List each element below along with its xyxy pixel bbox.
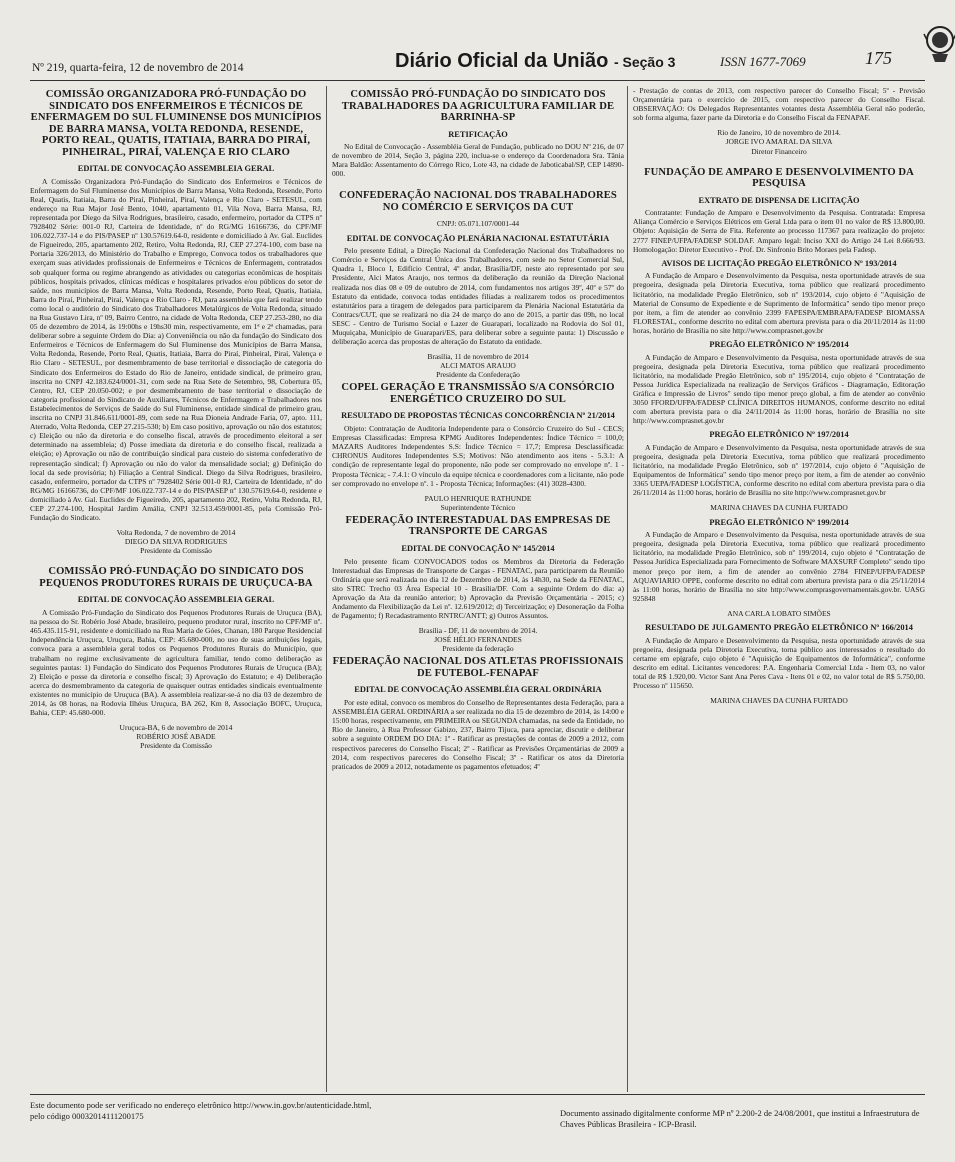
signature-block [332, 494, 624, 512]
notice-body: Pelo presente ficam CONVOCADOS todos os Membros da Diretoria da Federação Interestadual das Empresas de Transporte de Cargas - FENATAC, para participarem da Reunião Ordinária que será realizada no dia 12 de Dezembro de 2014, às 14h30, na Sede da FENATAC, sito STRC Trecho 03 Área Especial 10 - Brasília/DF. Com a seguinte Ordem do dia: a) Aprovação da Ata da reunião anterior; b) Aprovação da Previsão Orçamentária - 2015; c) Andamento da Flexibilização da Lei nº. 12.619/2012; d) Terceirização; e) Desoneração da Folha de Pagamento; f) Recadastramento RNTRC/ANTT; g) Outros Assuntos. [332, 556, 624, 621]
signature-name: PAULO HENRIQUE RATHUNDE [424, 493, 532, 503]
journal-title [395, 50, 675, 73]
journal-name: Diário Oficial da União [395, 50, 609, 72]
notice-title: COPEL GERAÇÃO E TRANSMISSÃO S/A CONSÓRCIO ENERGÉTICO CRUZEIRO DO SUL [341, 382, 615, 405]
notice-subtitle: EDITAL DE CONVOCAÇÃO ASSEMBLEIA GERAL [77, 595, 275, 605]
signature-block [30, 528, 322, 555]
notice-title: FUNDAÇÃO DE AMPARO E DESENVOLVIMENTO DA PESQUISA [644, 166, 914, 190]
signature-role: Presidente da Confederação [436, 370, 520, 380]
signature-name: MARINA CHAVES DA CUNHA FURTADO [710, 696, 848, 706]
notice-title: COMISSÃO ORGANIZADORA PRÓ-FUNDAÇÃO DO SINDICATO DOS ENFERMEIROS E TÉCNICOS DE ENFERMAGEM DO SUL FLUMINENSE DOS MUNICÍPIOS DE BARRA MANSA, VOLTA REDONDA, RESENDE, PORTO REAL, QUATIS, ITATIAIA, BARRA DO PIRAÍ, PINHEIRAL, PIRAÍ, VALENÇA E RIO CLARO [30, 89, 322, 158]
page-number: 175 [865, 48, 892, 68]
signature-place: Brasília - DF, 11 de novembro de 2014. [418, 626, 538, 636]
notice-body: A Fundação de Amparo e Desenvolvimento da Pesquisa, nesta oportunidade através de sua pregoeira, designada pela Diretoria Executiva, torna público que realizará procedimento licitatório, na modalidade Pregão Eletrônico, sob nº 193/2014, cujo objeto é "Aquisição de Material de Consumo de Expediente e de Suprimento de Informática" sendo tipo menor preço por item, a fim de atender ao convênio 2399 FAPESPA/EMBRAPA/FADESP BIOMASSA FLORESTAL, conforme descrito no edital com abertura prevista para o dia 20/11/2014 às 11:00 horas, horário de Brasília no site http://www.comprasnet.gov.br [633, 271, 925, 335]
signature-name: JORGE IVO AMARAL DA SILVA [725, 137, 833, 147]
signature-place: Brasília, 11 de novembro de 2014 [427, 352, 529, 362]
notice-subtitle: RETIFICAÇÃO [448, 129, 508, 139]
signature-role: Diretor Financeiro [751, 146, 807, 156]
column-middle [332, 86, 624, 774]
signature-name: MARINA CHAVES DA CUNHA FURTADO [710, 503, 848, 513]
header-rule [30, 80, 925, 81]
notice-body: A Fundação de Amparo e Desenvolvimento da Pesquisa, nesta oportunidade através de sua pregoeira, designada pela Diretoria Executiva, torna público aos interessados o resultado do certame em epígrafe, cujo objeto é "Aquisição de Equipamentos de Informática", conforme descrito em edital. Licitantes vencedores: P.A. Engenharia Comercial Ltda - Item 03, no valor total de R$ 1.920,00. Victor Sant Ana Peres Cava - Itens 01 e 02, no valor total de R$ 5.750,00. Processo nº 115650. [633, 635, 925, 691]
notice-subtitle: PREGÃO ELETRÔNICO Nº 197/2014 [709, 430, 849, 440]
issue-info: Nº 219, quarta-feira, 12 de novembro de 2014 [32, 62, 244, 74]
notice-subtitle: EDITAL DE CONVOCAÇÃO Nº 145/2014 [401, 543, 555, 553]
notice-body: A Fundação de Amparo e Desenvolvimento da Pesquisa, nesta oportunidade através de sua pregoeira, designada pela Diretoria Executiva, torna público que realizará procedimento licitatório, na modalidade Pregão Eletrônico, sob nº 199/2014, cujo objeto é "Contratação de Pessoa Jurídica Especializada para Fornecimento de Software MAXSURF Completo" sendo tipo menor preço por item, a fim de atender ao convênio 2784 FINEP/UFPA/FADESP AQUAVIARIO OPPE, conforme descrito no edital com abertura prevista para o dia 25/11/2014 às 11:00 horas, horário de Brasília no site http://www.comprasgovernamentais.gov.br. UASG 925848 [633, 530, 925, 603]
signature-place: Volta Redonda, 7 de novembro de 2014 [116, 528, 236, 538]
signature-name: JOSÉ HÉLIO FERNANDES [434, 635, 522, 645]
page-header [30, 42, 925, 82]
notice-subtitle: PREGÃO ELETRÔNICO Nº 195/2014 [709, 339, 849, 349]
column-divider [326, 86, 327, 1092]
notice-body: A Fundação de Amparo e Desenvolvimento da Pesquisa, nesta oportunidade através de sua pregoeira, designada pela Diretoria Executiva, torna público que realizará procedimento licitatório, na modalidade Pregão Eletrônico, sob nº 197/2014, cujo objeto é "Aquisição de Equipamentos de Informática" sendo tipo menor preço por item, a fim de atender ao convênio 3365 UEPA/FADESP LOGÍSTICA, conforme descrito no edital com abertura prevista para o dia 26/11/2014 às 11:00 horas, horário de Brasília no site http://www.comprasnet.gov.br [633, 442, 925, 498]
signature-block [332, 352, 624, 379]
signature-place: Uruçuca-BA, 6 de novembro de 2014 [119, 723, 233, 733]
signature-role: Presidente da Comissão [140, 546, 212, 556]
notice-subtitle: EDITAL DE CONVOCAÇÃO ASSEMBLEIA GERAL [77, 164, 275, 173]
notice-title: FEDERAÇÃO NACIONAL DOS ATLETAS PROFISSIONAIS DE FUTEBOL-FENAPAF [332, 656, 624, 679]
notice-subtitle: EDITAL DE CONVOCAÇÃO ASSEMBLÉIA GERAL ORDINÁRIA [354, 685, 602, 695]
footer-signature-note: Documento assinado digitalmente conforme MP nº 2.200-2 de 24/08/2001, que institui a Infraestrutura de Chaves Públicas Brasileira - ICP-Brasil. [560, 1108, 920, 1129]
issn: ISSN 1677-7069 [720, 54, 806, 69]
notice-subtitle: EXTRATO DE DISPENSA DE LICITAÇÃO [698, 195, 860, 205]
notice-body: Objeto: Contratação de Auditoria Independente para o Consórcio Cruzeiro do Sul - CECS; Empresas Classificadas: Empresa KPMG Auditores Independentes: Índice Técnico = 100,0; MAZARS Auditores Independentes S.S: Índice Técnico = 17,7; Empresa Desclassificada: CHRONUS Auditores Independentes S.S; Motivos: Não atendimento aos itens - 5.3.1: A condição de representante legal do proponente, não pode ser comprovado no envelope nº. 1 - Proposta Técnica; - 7.4.1: O vínculo da equipe técnica e coordenadores com a licitante, não pode ser comprovado no envelope nº. 1 - Proposta Técnica; Informações: (41) 3028-4300. [332, 424, 624, 488]
notice-title: COMISSÃO PRÓ-FUNDAÇÃO DO SINDICATO DOS TRABALHADORES DA AGRICULTURA FAMILIAR DE BARRINHA-SP [341, 89, 615, 123]
footer-verification [30, 1100, 450, 1121]
notice-title: FEDERAÇÃO INTERESTADUAL DAS EMPRESAS DE TRANSPORTE DE CARGAS [345, 514, 611, 538]
notice-body: Por este edital, convoco os membros do Conselho de Representantes desta Federação, para a ASSEMBLÉIA GERAL ORDINÁRIA a ser realizada no dia 15 de dezembro de 2014, às 14:00 e 15:00 horas, respectivamente, em PRIMEIRA ou SEGUNDA chamadas, na sede da Entidade, no Rio de Janeiro, à Rua Professor Gabizo, 237, Bairro Tijuca, para apreciar, discutir e deliberar sobre a seguinte ORDEM DO DIA: 1º - Ratificar as prestações de contas de 2009 a 2012, com respectivos pareceres do Conselho Fiscal; 2º - Ratificar as Previsões Orçamentárias de 2009 a 2014, com respectivos pareceres do Conselho Fiscal; 3º - Ratificar os atos da Diretoria praticados de 2009 a 2012, notadamente os pagamentos efetuados; 4º [332, 698, 624, 771]
signature-block [30, 723, 322, 750]
journal-section: - Seção 3 [613, 54, 676, 70]
signature-role: Superintendente Técnico [440, 502, 516, 512]
page-footer [30, 1094, 925, 1129]
signature-block [332, 626, 624, 653]
notice-cnpj: CNPJ: 05.071.107/0001-44 [436, 219, 520, 229]
notice-subtitle: RESULTADO DE JULGAMENTO PREGÃO ELETRÔNICO Nº 166/2014 [645, 623, 913, 632]
notice-subtitle: AVISOS DE LICITAÇÃO PREGÃO ELETRÔNICO Nº 193/2014 [661, 258, 897, 268]
footer-rule [30, 1094, 925, 1095]
notice-body: A Comissão Organizadora Pró-Fundação do Sindicato dos Enfermeiros e Técnicos de Enfermagem do Sul Fluminense dos Municípios de Barra Mansa, Volta Redonda, Resende, Porto Real, Quatis, Itatiaia, Barra do Piraí, Pinheiral, Piraí, Valença e Rio Claro - SETESUL, com endereço na Rua Major José Bento, 1040, apartamento 01, Vila Nova, Barra Mansa, RJ, representada por Diego da Silva Rodrigues, brasileiro, casado, enfermeiro, portador da CTPS nº 7928402 Série: 001-0 RJ, Carteira de Identidade, nº do RG/MG 16166736, do CPF/MF 106.022.737-14 e do PIS/PASEP nº 130.57619.64-0, residente e domiciliado à Av. Gal. Euclides de Figueiredo, 205, apartamento 202, Retiro, Volta Redonda, RJ, CEP 27.274-100, com base na Portaria 326/2013, do Ministério do Trabalho e Emprego, Convoca todos os trabalhadores que exerçam suas atividades profissionais de Enfermeiros e Técnicos de Enfermagem, contratados sob qualquer forma ou regime abrangendo as atividades ou categorias econômicas de hospitais públicos, hospitais privados, clínicas médicas e hospitalares privados e/ou públicos do setor de saúde, nos municípios de Barra Mansa, Volta Redonda, Resende, Porto Real, Quatis, Itatiaia, Barra do Piraí, Pinheiral, Piraí, Valença e Rio Claro - RJ, para assembleia que fará realizar tendo como local o auditório do Sindicato dos Trabalhadores Metalúrgicos de Volta Redonda, situado na Rua Gustavo Lira, nº 09, Bairro Centro, na cidade de Volta Redonda, CEP 27.253-280, no dia 05 de dezembro de 2014, às 19:00hs e 19hs30 min, respectivamente, em 1ª e 2ª chamadas, para deliberar sobre a seguinte Ordem do Dia: a) Conveniência ou não da fundação do Sindicato dos Enfermeiros e Técnicos de Enfermagem do Sul Fluminense dos Municípios de Barra Mansa, Volta Redonda, Resende, Porto Real, Quatis, Itatiaia, Barra do Piraí, Pinheiral, Piraí, Valença e Rio Claro - SETESUL, por desmembramento de base territorial e dissociação de categoria do Sindicato dos Enfermeiros do Estado do Rio de Janeiro, entidade sindical, de primeiro grau, inscrita no CNPJ 42.183.624/0001-31, com sede na Rua Sete de Setembro, 98, Cobertura 05, Centro, RJ, CEP 20.050-002; e por desmembramento de base territorial e dissociação de categoria profissional do Sindicato de Auxiliares, Técnicos de Enfermagem e Trabalhadores nos Estabelecimentos de Serviços de Saúde do Sul Fluminense, entidade sindical de primeiro grau, inscrita no CNPJ 31.846.611/0001-89, com sede na Rua Dioneia Andrade Faria, 07, apto. 111, Aterrado, Volta Redonda, CEP 27.215-530; b) Em caso positivo, aprovação ou não dos estatutos; c) Eleição ou não da diretoria e do conselho fiscal, através de procedimento eleitoral a ser determinado na assembleia; d) Posse imediata da diretoria e do conselho fiscal, realizada a eleição; e) Aprovação ou não de contribuição sindical para custeio do sistema confederativo de representação sindical; f) Aprovação ou não do valor da mensalidade social; g) Definição do local da sede provisória; h) Filiação a Central Sindical. Diego da Silva Rodrigues, brasileiro, casado, enfermeiro, portador da CTPS nº 7928402 Série 001-0 RJ, Carteira de Identidade, nº do RG/MG 16166736, do CPF/MF 106.022.737-14 e do PIS/PASEP nº 130.57619.64-0, residente e domiciliado à Av. Gal. Euclides de Figueiredo, 205, apartamento 202, Retiro, Volta Redonda, RJ, CEP 27.274-100, Hospital Jardim Amália, CNPJ 32.513.459/0001-85, pela Comissão Pró-Fundação do Sindicato. [30, 176, 322, 523]
notice-body: A Fundação de Amparo e Desenvolvimento da Pesquisa, nesta oportunidade através de sua pregoeira, designada pela Diretoria Executiva, torna público que realizará procedimento licitatório, na modalidade Pregão Eletrônico, sob nº 195/2014, cujo objeto é "Contratação de Pessoa Jurídica Especializada na realização de Serviços Gráficos - Diagramação, Editoração Gráfica e Impressão de Livros" sendo tipo menor preço global, a fim de atender ao convênio 3050 FFORD/UFPA/FADESP CLÍNICA DIREITOS HUMANOS, conforme descrito no edital com abertura prevista para o dia 24/11/2014 às 11:00 horas, horário de Brasília no site http://www.comprasnet.gov.br [633, 352, 925, 426]
signature-role: Presidente da Comissão [140, 741, 212, 751]
signature-place: Rio de Janeiro, 10 de novembro de 2014. [717, 128, 841, 138]
signature-name: ANA CARLA LOBATO SIMÕES [727, 608, 831, 618]
column-right [633, 86, 925, 707]
signature-name: ALCI MATOS ARAUJO [440, 361, 516, 371]
notice-body: - Prestação de contas de 2013, com respectivo parecer do Conselho Fiscal; 5º - Previsão Orçamentária para o exercício de 2015, com respectivo parecer do Conselho Fiscal. OBSERVAÇÃO: Os Delegados Representantes votantes desta Assembléia Geral não poderão, sob forma alguma, fazer parte da Diretoria e do Conselho Fiscal da FENAPAF. [633, 86, 925, 123]
notice-title: COMISSÃO PRÓ-FUNDAÇÃO DO SINDICATO DOS PEQUENOS PRODUTORES RURAIS DE URUÇUCA-BA [39, 566, 313, 589]
signature-name: DIEGO DA SILVA RODRIGUES [124, 537, 228, 547]
footer-verification-url: Este documento pode ser verificado no endereço eletrônico http://www.in.gov.br/autenticidade.html, [30, 1100, 372, 1110]
notice-body: Contratante: Fundação de Amparo e Desenvolvimento da Pesquisa. Contratada: Empresa Aliança Comércio e Serviços Elétricos em Geral Ltda para o item 01 no valor de R$ 13.800,00. Objeto: Aquisição de Serra de Fita. Referente ao processo 117367 para realização do projeto: 2777 FINEP/UFPA/FADESP SOLDAF. Amparo legal: Inciso XXI do Artigo 24 Lei 8.666/93. Homologação: Diretor Executivo - Prof. Dr. Sinfronio Brito Moraes pela Fadesp. [633, 208, 925, 254]
notice-body: A Comissão Pró-Fundação do Sindicato dos Pequenos Produtores Rurais de Uruçuca (BA), na pessoa do Sr. Robério José Abade, brasileiro, pequeno produtor rural, inscrito no CPF/MF nº. 465.435.115-91, residente e domiciliado na Rua Maria de Góes, Chanan, 180 Parque Residencial Independência Uruçuca, Uruçuca, Bahia, CEP: 45.680-000, no uso de suas atribuições legais, convoca para a assembleia geral todos os Pequenos Produtores Rurais do Município, que trabalham no regime exclusivamente de agricultura familiar, tendo como deliberação as seguintes pautas: 1) Fundação do Sindicato dos Pequenos Produtores Rurais de Uruçuca (BA); 2) Eleição e posse da diretoria e conselho fiscal; 3) Aprovação do Estatuto; e 4) Deliberação acerca do desmembramento da categoria de quaisquer outras entidades sindicais eventualmente existentes no município de Uruçuca (BA). A assembleia realizar-se-á no dia 03 de dezembro de 2014, às 08 horas, na Rodovia Ilhéus Uruçuca, BA 262, Km 8, Associação BOFC, Uruçuca, Bahia, CEP: 45.680-000. [30, 608, 322, 718]
notice-subtitle: EDITAL DE CONVOCAÇÃO PLENÁRIA NACIONAL ESTATUTÁRIA [346, 233, 610, 243]
notice-subtitle: PREGÃO ELETRÔNICO Nº 199/2014 [709, 517, 849, 527]
signature-block [633, 128, 925, 155]
column-left [30, 86, 322, 752]
footer-verification-code: pelo código 00032014111200175 [30, 1110, 144, 1121]
column-divider [627, 86, 628, 1092]
notice-body: Pelo presente Edital, a Direção Nacional da Confederação Nacional dos Trabalhadores no Comércio e Serviços da Central Única dos Trabalhadores, com sede no Setor Comercial Sul, Quadra 1, Bloco I, Edifício Central, 4º andar, Brasília/DF, neste ato representado por seu Presidente, Alci Matos Araujo, nos termos da deliberação da reunião da Direção Nacional realizada nos dias 08 e 09 de outubro de 2014, com fundamentos nos artigos 39º, 40º e 57º do Estatuto da entidade, convoca todas entidades filiadas a realizarem todos os procedimentos estatutários para a tiragem de delegados para participarem da Plenária Nacional Estatutária da Contracs/CUT, que se realizará no dia 24 de março do ano de 2015, a partir das 09h, no local SESC - Centro de Turismo Social e Lazer de Guarapari, localizado na Rodovia do Sol 01, Muquiçaba, Município de Guarapari/ES, para deliberar sobre a seguinte pauta: 1) Discussão e deliberação acerca das propostas de alteração do Estatuto da entidade. [332, 246, 624, 347]
coat-of-arms-icon [923, 24, 955, 66]
signature-name: ROBÉRIO JOSÉ ABADE [136, 732, 216, 742]
signature-role: Presidente da federação [442, 644, 514, 654]
notice-subtitle: RESULTADO DE PROPOSTAS TÉCNICAS CONCORRÊNCIA Nº 21/2014 [341, 411, 615, 421]
notice-body: No Edital de Convocação - Assembléia Geral de Fundação, publicado no DOU Nº 216, de 07 de novembro de 2014, Seção 3, página 220, inclua-se o endereço da Coordenadora Sra. Tânia Mara Baldão: Assentamento do Córrego Rico, Lote 43, na cidade de Jaboticabal/SP, CEP 14890-000. [332, 142, 624, 179]
notice-title: CONFEDERAÇÃO NACIONAL DOS TRABALHADORES NO COMÉRCIO E SERVIÇOS DA CUT [339, 190, 617, 213]
